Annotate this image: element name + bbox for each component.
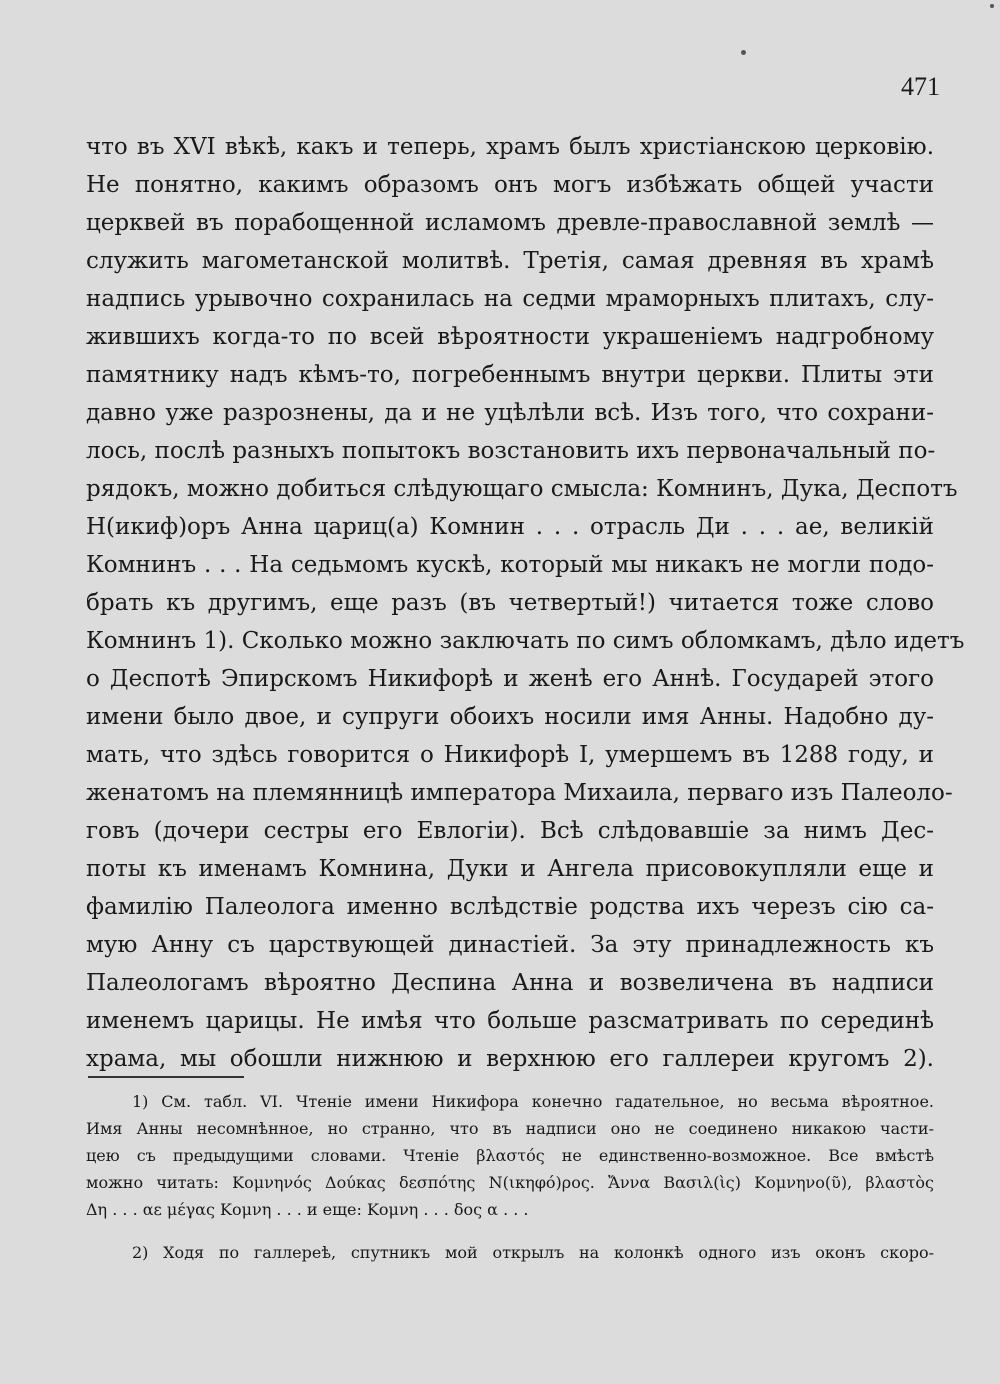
footnote-divider — [88, 1076, 244, 1078]
main-text — [86, 128, 965, 1078]
footnotes — [86, 1088, 934, 1266]
text-line: храма, мы обошли нижнюю и верхнюю его галлереи кругомъ 2). — [86, 1046, 934, 1072]
footnote-line: Имя Анны несомнѣнное, но странно, что въ надписи оно не соединено никакою части- — [86, 1119, 934, 1138]
text-line: Комнинъ . . . На седьмомъ кускѣ, который мы никакъ не могли подо- — [86, 552, 934, 578]
text-line: давно уже разрознены, да и не уцѣлѣли всѣ. Изъ того, что сохрани- — [86, 400, 934, 426]
text-line: поты къ именамъ Комнина, Дуки и Ангела присовокупляли еще и — [86, 856, 934, 882]
footnote-line: можно читать: Κομνηνός Δούκας δεσπότης Ν(ικηφό)ρος. Ἄννα Βασιλ(ὶς) Κομνηνο(ῦ), βλαστὸς — [86, 1173, 934, 1192]
footnote-line: цею съ предыдущими словами. Чтеніе βλαστός не единственно-возможное. Все вмѣстѣ — [86, 1146, 934, 1165]
text-line: брать къ другимъ, еще разъ (въ четвертый!) читается тоже слово — [86, 590, 934, 616]
text-line: Не понятно, какимъ образомъ онъ могъ избѣжать общей участи — [86, 172, 934, 198]
text-line: Н(икиф)оръ Анна цариц(а) Комнин . . . отрасль Ди . . . ае, великій — [86, 514, 934, 540]
text-line: церквей въ порабощенной исламомъ древле-православной землѣ — — [86, 210, 934, 236]
footnote-line: 1) См. табл. VI. Чтеніе имени Никифора конечно гадательное, но весьма вѣроятное. — [132, 1092, 934, 1111]
text-line: лось, послѣ разныхъ попытокъ возстановить ихъ первоначальный по- — [86, 438, 936, 464]
paper-speck — [741, 50, 746, 55]
footnote-line: Δη . . . αε μέγας Κομνη . . . и еще: Κομνη . . . δος α . . . — [86, 1200, 529, 1219]
text-line: надпись урывочно сохранилась на седми мраморныхъ плитахъ, слу- — [86, 286, 934, 312]
text-line: говъ (дочери сестры его Евлогіи). Всѣ слѣдовавшіе за нимъ Дес- — [86, 818, 934, 844]
page-number: 471 — [901, 72, 940, 101]
text-line: рядокъ, можно добиться слѣдующаго смысла: Комнинъ, Дука, Деспотъ — [86, 476, 958, 502]
paper-speck — [990, 4, 994, 8]
text-line: что въ XVI вѣкѣ, какъ и теперь, храмъ былъ христіанскою церковію. — [86, 134, 934, 160]
text-line: мать, что здѣсь говорится о Никифорѣ I, умершемъ въ 1288 году, и — [86, 742, 934, 768]
text-line: Палеологамъ вѣроятно Деспина Анна и возвеличена въ надписи — [86, 970, 934, 996]
text-line: о Деспотѣ Эпирскомъ Никифорѣ и женѣ его Аннѣ. Государей этого — [86, 666, 934, 692]
text-line: памятнику надъ кѣмъ-то, погребеннымъ внутри церкви. Плиты эти — [86, 362, 934, 388]
text-line: женатомъ на племянницѣ императора Михаила, перваго изъ Палеоло- — [86, 780, 953, 806]
text-line: служить магометанской молитвѣ. Третія, самая древняя въ храмѣ — [86, 248, 934, 274]
text-line: фамилію Палеолога именно вслѣдствіе родства ихъ черезъ сію са- — [86, 894, 934, 920]
text-line: мую Анну съ царствующей династіей. За эту принадлежность къ — [86, 932, 934, 958]
text-line: Комнинъ 1). Сколько можно заключать по симъ обломкамъ, дѣло идетъ — [86, 628, 965, 654]
text-line: именемъ царицы. Не имѣя что больше разсматривать по серединѣ — [86, 1008, 934, 1034]
text-line: жившихъ когда-то по всей вѣроятности украшеніемъ надгробному — [86, 324, 934, 350]
text-line: имени было двое, и супруги обоихъ носили имя Анны. Надобно ду- — [86, 704, 934, 730]
footnote-line: 2) Ходя по галлереѣ, спутникъ мой открылъ на колонкѣ одного изъ оконъ скоро- — [132, 1243, 934, 1262]
